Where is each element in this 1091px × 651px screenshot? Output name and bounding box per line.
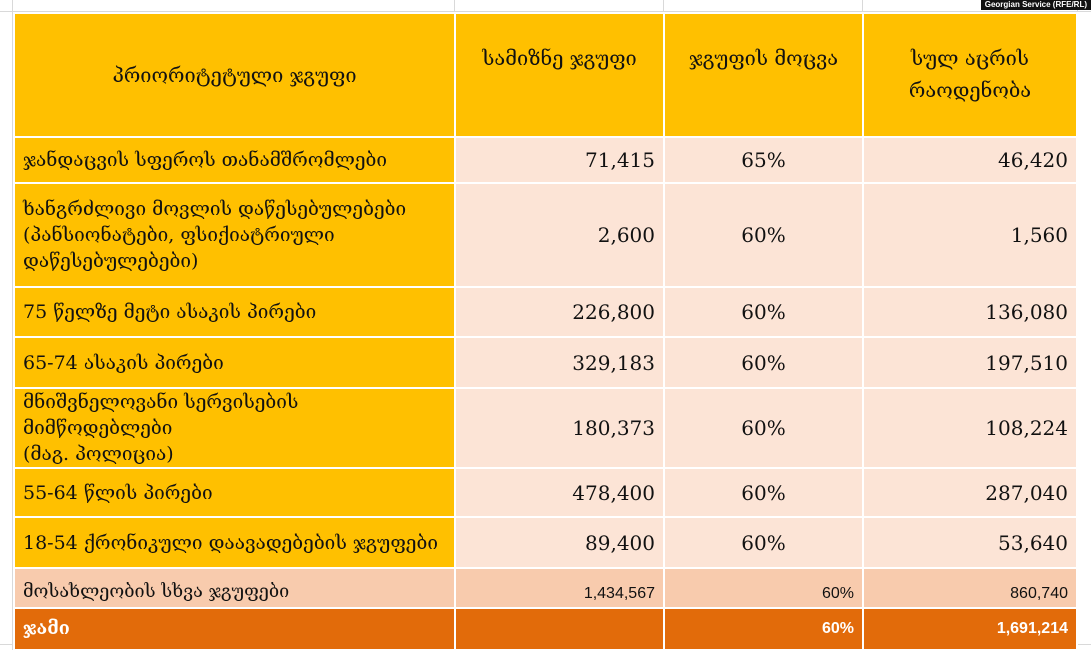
- vaccination-table: [13, 12, 1078, 651]
- others-total-cell: 860,740: [863, 568, 1077, 608]
- group-cell: [14, 517, 455, 568]
- header-row: [14, 13, 1077, 137]
- total-coverage-cell: 60%: [664, 608, 863, 650]
- table-row: [14, 183, 1077, 287]
- header-group: პრიორიტეტული ჯგუფი: [14, 13, 455, 137]
- coverage-cell: 60%: [664, 517, 863, 568]
- group-cell: [14, 287, 455, 337]
- group-line: 18-54 ქრონიკული დაავადებების ჯგუფები: [23, 531, 438, 554]
- group-line: (პანსიონატები, ფსიქიატრიული: [23, 224, 335, 246]
- others-target-cell: 1,434,567: [455, 568, 664, 608]
- group-line: 55-64 წლის პირები: [23, 481, 213, 504]
- header-total: [863, 13, 1077, 137]
- coverage-cell: 60%: [664, 468, 863, 517]
- header-coverage: ჯგუფის მოცვა: [664, 13, 863, 137]
- coverage-cell: 60%: [664, 337, 863, 388]
- header-target: სამიზნე ჯგუფი: [455, 13, 664, 137]
- total-target-cell: [455, 608, 664, 650]
- target-cell: 226,800: [455, 287, 664, 337]
- total-cell: 197,510: [863, 337, 1077, 388]
- table-row: [14, 517, 1077, 568]
- group-cell: [14, 468, 455, 517]
- others-row: [14, 568, 1077, 608]
- total-cell: 1,560: [863, 183, 1077, 287]
- group-line: (მაგ. პოლიცია): [23, 443, 174, 465]
- total-cell: 46,420: [863, 137, 1077, 183]
- group-line: დაწესებულებები): [23, 250, 199, 272]
- group-line: ჯანდაცვის სფეროს თანამშრომლები: [23, 149, 387, 171]
- target-cell: 89,400: [455, 517, 664, 568]
- total-cell: 136,080: [863, 287, 1077, 337]
- header-total-line2: რაოდენობა: [908, 78, 1032, 102]
- table-row: [14, 137, 1077, 183]
- group-line: ხანგრძლივი მოვლის დაწესებულებები: [23, 198, 407, 220]
- others-group-cell: მოსახლეობის სხვა ჯგუფები: [14, 568, 455, 608]
- coverage-cell: 60%: [664, 388, 863, 468]
- total-cell: 53,640: [863, 517, 1077, 568]
- target-cell: 2,600: [455, 183, 664, 287]
- group-line: 65-74 ასაკის პირები: [23, 351, 224, 374]
- total-sum-cell: 1,691,214: [863, 608, 1077, 650]
- target-cell: 71,415: [455, 137, 664, 183]
- others-coverage-cell: 60%: [664, 568, 863, 608]
- total-cell: 108,224: [863, 388, 1077, 468]
- target-cell: 478,400: [455, 468, 664, 517]
- coverage-cell: 65%: [664, 137, 863, 183]
- target-cell: 329,183: [455, 337, 664, 388]
- group-cell: [14, 388, 455, 468]
- group-cell: [14, 137, 455, 183]
- group-cell: [14, 183, 455, 287]
- total-label-cell: ჯამი: [14, 608, 455, 650]
- coverage-cell: 60%: [664, 183, 863, 287]
- table-row: [14, 388, 1077, 468]
- total-row: [14, 608, 1077, 650]
- group-cell: [14, 337, 455, 388]
- target-cell: 180,373: [455, 388, 664, 468]
- total-cell: 287,040: [863, 468, 1077, 517]
- group-line: მნიშვნელოვანი სერვისების მიმწოდებლები: [23, 391, 299, 439]
- table-row: [14, 337, 1077, 388]
- group-line: 75 წელზე მეტი ასაკის პირები: [23, 301, 317, 323]
- coverage-cell: 60%: [664, 287, 863, 337]
- table-row: [14, 287, 1077, 337]
- header-total-line1: სულ აცრის: [911, 46, 1029, 70]
- watermark-label: Georgian Service (RFE/RL): [981, 0, 1091, 10]
- table-row: [14, 468, 1077, 517]
